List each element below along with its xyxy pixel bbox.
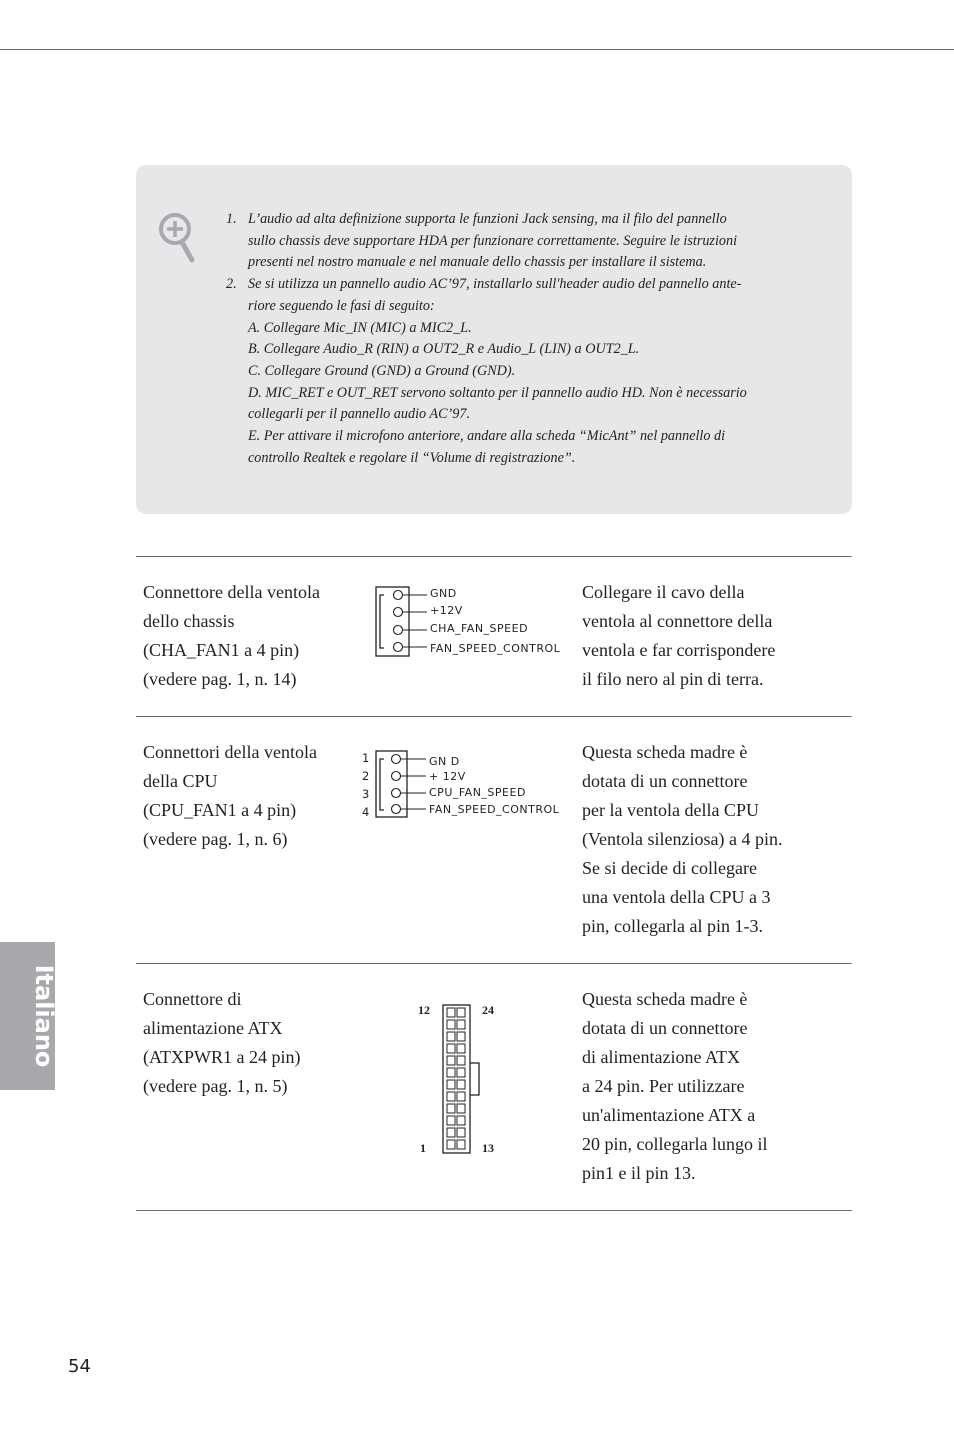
text-line: di alimentazione ATX	[582, 1047, 740, 1067]
atx-pin	[447, 1068, 455, 1077]
cpu-fan-description	[582, 738, 812, 941]
text-line: (CHA_FAN1 a 4 pin)	[143, 640, 300, 660]
pin-label: 12	[418, 1003, 430, 1017]
atx-pin	[447, 1008, 455, 1017]
note-line: A. Collegare Mic_IN (MIC) a MIC2_L.	[248, 319, 472, 336]
note-number: 1.	[226, 211, 237, 227]
text-line: dello chassis	[143, 611, 235, 631]
atx-pin	[457, 1140, 465, 1149]
pin-label: GND	[430, 587, 457, 600]
note-line: Se si utilizza un pannello audio AC’97, installarlo sull'header audio del pannello ante-	[248, 276, 742, 293]
atx-pin	[447, 1116, 455, 1125]
atx-description	[582, 985, 812, 1188]
atx-pin	[447, 1092, 455, 1101]
text-line: il filo nero al pin di terra.	[582, 669, 764, 689]
text-line: un'alimentazione ATX a	[582, 1105, 756, 1125]
pin-label: + 12V	[429, 770, 466, 783]
text-line: pin, collegarla al pin 1-3.	[582, 916, 763, 936]
pin-label: 13	[482, 1141, 494, 1155]
atx-pin	[447, 1044, 455, 1053]
text-line: 20 pin, collegarla lungo il	[582, 1134, 768, 1154]
section-divider	[136, 556, 852, 557]
language-tab-label	[14, 964, 58, 1068]
atx-pin	[457, 1008, 465, 1017]
atx-pin	[457, 1068, 465, 1077]
pin-label: FAN_SPEED_CONTROL	[429, 803, 560, 816]
pin-number: 3	[362, 787, 370, 801]
text-line: della CPU	[143, 771, 218, 791]
text-line: Collegare il cavo della	[582, 582, 745, 602]
atx-pin	[457, 1044, 465, 1053]
text-line: (ATXPWR1 a 24 pin)	[143, 1047, 301, 1067]
language-tab-text: Italiano	[30, 964, 58, 1068]
text-line: alimentazione ATX	[143, 1018, 283, 1038]
text-line: ventola al connettore della	[582, 611, 773, 631]
pin-label: 24	[482, 1003, 494, 1017]
atx-pin	[457, 1080, 465, 1089]
text-line: (CPU_FAN1 a 4 pin)	[143, 800, 297, 820]
pin-number: 4	[362, 805, 370, 819]
note-line: L’audio ad alta definizione supporta le funzioni Jack sensing, ma il filo del pannello	[248, 211, 727, 227]
atx-pin	[447, 1140, 455, 1149]
note-number: 2.	[226, 276, 237, 293]
atx-pin	[447, 1128, 455, 1137]
text-line: Connettori della ventola	[143, 742, 317, 762]
text-line: per la ventola della CPU	[582, 800, 759, 820]
atx-pin	[457, 1032, 465, 1041]
note-item-1	[222, 209, 792, 274]
note-line: presenti nel nostro manuale e nel manuale dello chassis per installare il sistema.	[248, 254, 707, 271]
atx-pin	[457, 1116, 465, 1125]
atx-pin	[457, 1056, 465, 1065]
section-divider	[136, 716, 852, 717]
section-divider	[136, 1210, 852, 1211]
cha-fan-diagram	[370, 580, 575, 662]
cha-fan-title	[143, 578, 363, 694]
note-line: riore seguendo le fasi di seguito:	[248, 297, 435, 314]
atx-pin	[447, 1104, 455, 1113]
pin-label: GN D	[429, 755, 460, 768]
pin-label: +12V	[430, 604, 463, 617]
note-line: D. MIC_RET e OUT_RET servono soltanto per il pannello audio HD. Non è necessario	[248, 384, 747, 401]
text-line: dotata di un connettore	[582, 1018, 748, 1038]
pin-label: CHA_FAN_SPEED	[430, 622, 529, 635]
text-line: (vedere pag. 1, n. 6)	[143, 829, 288, 849]
atx-pin	[447, 1056, 455, 1065]
pin-label: CPU_FAN_SPEED	[429, 786, 526, 799]
note-line: controllo Realtek e regolare il “Volume di registrazione”.	[248, 449, 576, 466]
text-line: ventola e far corrispondere	[582, 640, 776, 660]
pin-label: 1	[420, 1141, 426, 1155]
note-line: collegarli per il pannello audio AC’97.	[248, 406, 470, 423]
pin-number: 1	[362, 751, 370, 765]
page-number: 54	[68, 1356, 91, 1377]
atx-pin	[457, 1092, 465, 1101]
atx-pin	[447, 1020, 455, 1029]
text-line: (Ventola silenziosa) a 4 pin.	[582, 829, 783, 849]
text-line: Connettore della ventola	[143, 582, 320, 602]
note-list	[222, 209, 792, 469]
atx-pin	[457, 1020, 465, 1029]
text-line: dotata di un connettore	[582, 771, 748, 791]
note-line: sullo chassis deve supportare HDA per funzionare correttamente. Seguire le istruzioni	[248, 232, 738, 249]
atx-pin	[447, 1032, 455, 1041]
cha-fan-description	[582, 578, 812, 694]
text-line: Questa scheda madre è	[582, 742, 748, 762]
atx-pin	[457, 1104, 465, 1113]
text-line: pin1 e il pin 13.	[582, 1163, 696, 1183]
text-line: (vedere pag. 1, n. 5)	[143, 1076, 288, 1096]
note-line: C. Collegare Ground (GND) a Ground (GND).	[248, 362, 516, 379]
top-rule	[0, 49, 954, 50]
note-item-2	[222, 274, 792, 469]
cpu-fan-title	[143, 738, 363, 854]
note-line: E. Per attivare il microfono anteriore, andare alla scheda “MicAnt” nel pannello di	[248, 428, 726, 445]
text-line: Connettore di	[143, 989, 242, 1009]
text-line: (vedere pag. 1, n. 14)	[143, 669, 297, 689]
atx-pin	[447, 1080, 455, 1089]
pin-number: 2	[362, 769, 370, 783]
pin-label: FAN_SPEED_CONTROL	[430, 642, 561, 655]
cpu-fan-diagram	[358, 746, 568, 826]
text-line: a 24 pin. Per utilizzare	[582, 1076, 745, 1096]
section-divider	[136, 963, 852, 964]
atx-pin	[457, 1128, 465, 1137]
magnifier-plus-icon	[158, 212, 198, 264]
text-line: Questa scheda madre è	[582, 989, 748, 1009]
atx-connector-diagram	[410, 998, 510, 1160]
text-line: Se si decide di collegare	[582, 858, 757, 878]
atx-title	[143, 985, 363, 1101]
text-line: una ventola della CPU a 3	[582, 887, 771, 907]
note-line: B. Collegare Audio_R (RIN) a OUT2_R e Audio_L (LIN) a OUT2_L.	[248, 341, 640, 358]
